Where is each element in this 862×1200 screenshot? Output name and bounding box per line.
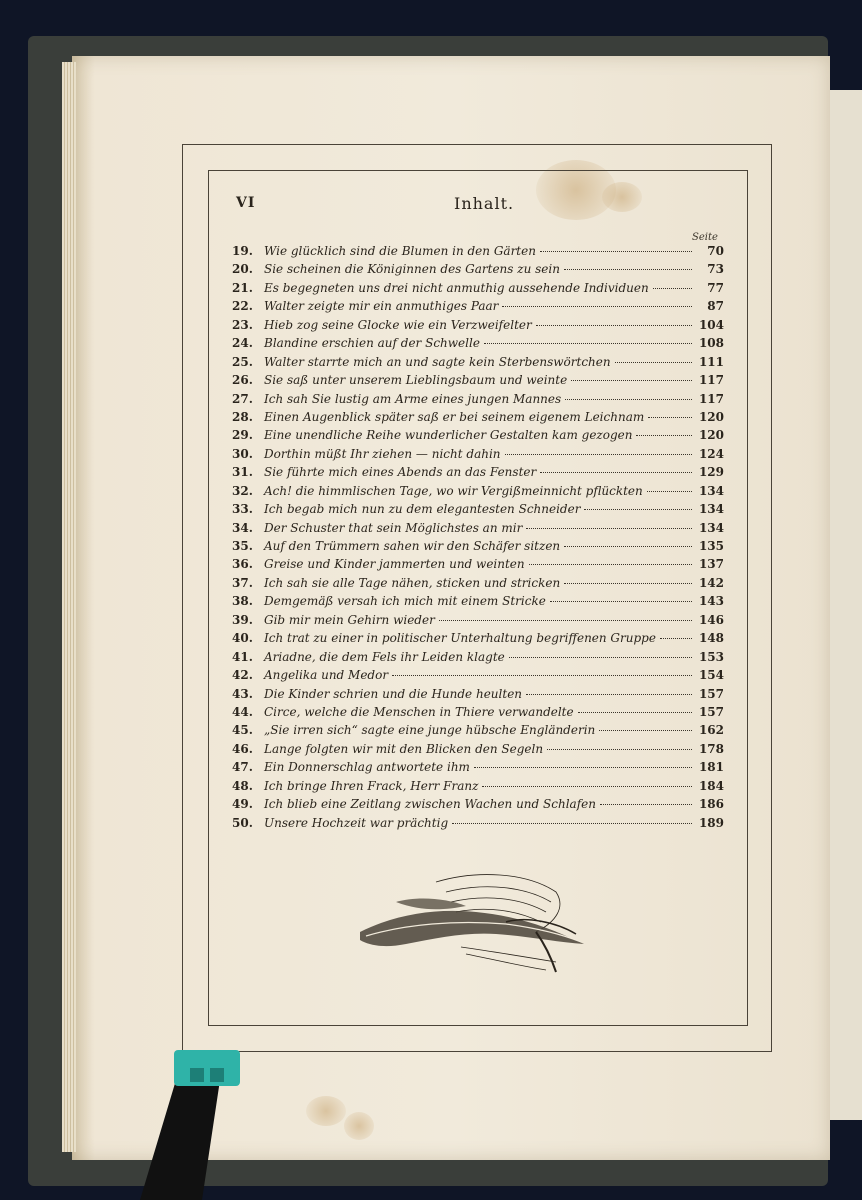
toc-entry-title: Ach! die himmlischen Tage, wo wir Vergißmeinnicht pflückten (264, 483, 643, 498)
toc-entry-number: 46. (232, 741, 253, 756)
toc-entry-title: Einen Augenblick später saß er bei seinem eigenem Leichnam (264, 409, 645, 424)
toc-leader-dots (452, 822, 692, 824)
toc-entry (232, 779, 724, 797)
toc-entry (232, 355, 724, 373)
toc-leader-dots (509, 656, 692, 658)
toc-entry-number: 38. (232, 594, 253, 609)
toc-entry-title: Blandine erschien auf der Schwelle (264, 336, 480, 351)
page-number: VI (236, 195, 256, 211)
toc-leader-dots (564, 268, 692, 270)
toc-entry (232, 484, 724, 502)
toc-leader-dots (636, 434, 692, 436)
toc-entry-number: 20. (232, 262, 253, 277)
toc-entry-number: 19. (232, 244, 253, 258)
toc-leader-dots (439, 619, 692, 621)
toc-entry-number: 43. (232, 686, 253, 701)
toc-entry-page: 154 (698, 668, 724, 683)
toc-entry (232, 465, 724, 483)
toc-entry-page: 162 (698, 723, 724, 738)
toc-entry-page: 134 (698, 520, 724, 535)
toc-leader-dots (565, 398, 692, 400)
toc-entry (232, 428, 724, 446)
toc-entry-page: 124 (698, 446, 724, 461)
toc-leader-dots (502, 305, 692, 307)
toc-entry-title: Angelika und Medor (264, 668, 389, 683)
toc-entry-title: Ich sah Sie lustig am Arme eines jungen Mannes (264, 391, 562, 406)
toc-entry (232, 281, 724, 299)
toc-entry-number: 21. (232, 280, 253, 295)
toc-entry-number: 37. (232, 575, 253, 590)
toc-entry-page: 134 (698, 502, 724, 517)
toc-entry-title: Ich sah sie alle Tage nähen, sticken und stricken (264, 575, 561, 590)
toc-entry-number: 23. (232, 317, 253, 332)
toc-entry-page: 87 (707, 299, 724, 314)
table-of-contents (232, 244, 724, 834)
toc-entry-title: Ich bringe Ihren Frack, Herr Franz (264, 778, 479, 793)
toc-entry-number: 44. (232, 704, 253, 719)
toc-entry (232, 687, 724, 705)
toc-entry-page: 108 (698, 336, 724, 351)
toc-entry-title: Ich trat zu einer in politischer Unterhaltung begriffenen Gruppe (264, 631, 656, 646)
toc-entry-page: 135 (698, 539, 724, 553)
toc-entry-number: 34. (232, 520, 253, 535)
toc-entry-number: 29. (232, 428, 253, 443)
toc-leader-dots (564, 545, 692, 547)
toc-entry-page: 146 (698, 612, 724, 627)
toc-entry (232, 650, 724, 668)
toc-entry-page: 137 (698, 557, 724, 572)
toc-entry (232, 705, 724, 723)
toc-entry (232, 502, 724, 520)
toc-entry-number: 33. (232, 502, 253, 517)
toc-entry-title: Auf den Trümmern sahen wir den Schäfer sitzen (264, 539, 561, 553)
toc-leader-dots (482, 785, 692, 787)
toc-entry-number: 42. (232, 668, 253, 683)
toc-entry (232, 816, 724, 834)
toc-entry (232, 521, 724, 539)
toc-entry-number: 36. (232, 557, 253, 572)
toc-entry-title: Circe, welche die Menschen in Thiere verwandelte (264, 704, 574, 719)
toc-entry-number: 22. (232, 299, 253, 314)
toc-entry-title: Lange folgten wir mit den Blicken den Segeln (264, 741, 544, 756)
feather-quill-vignette-icon (356, 862, 588, 980)
toc-entry-title: Die Kinder schrien und die Hunde heulten (264, 686, 523, 701)
toc-entry-page: 153 (698, 649, 724, 664)
toc-leader-dots (505, 453, 692, 455)
toc-entry-page: 104 (698, 317, 724, 332)
toc-entry-title: Dorthin müßt Ihr ziehen — nicht dahin (264, 446, 501, 461)
toc-entry-number: 30. (232, 446, 253, 461)
toc-leader-dots (536, 324, 692, 326)
book-clip-icon (140, 1050, 244, 1200)
toc-entry-page: 111 (698, 354, 724, 369)
toc-leader-dots (392, 674, 692, 676)
toc-entry-number: 25. (232, 354, 253, 369)
toc-entry-page: 157 (698, 686, 724, 701)
toc-leader-dots (540, 250, 692, 252)
toc-entry (232, 557, 724, 575)
toc-entry-title: Es begegneten uns drei nicht anmuthig aussehende Individuen (264, 280, 649, 295)
seite-label: Seite (692, 232, 718, 243)
toc-entry-title: „Sie irren sich“ sagte eine junge hübsche Engländerin (264, 723, 596, 738)
toc-entry (232, 318, 724, 336)
toc-entry-title: Wie glücklich sind die Blumen in den Gärten (264, 244, 536, 258)
toc-entry-number: 35. (232, 539, 253, 553)
toc-entry-title: Sie scheinen die Königinnen des Gartens zu sein (264, 262, 560, 277)
toc-entry-title: Walter zeigte mir ein anmuthiges Paar (264, 299, 499, 314)
toc-entry-title: Demgemäß versah ich mich mit einem Stricke (264, 594, 546, 609)
toc-entry-page: 184 (698, 778, 724, 793)
toc-entry (232, 336, 724, 354)
toc-leader-dots (647, 490, 692, 492)
toc-leader-dots (653, 287, 692, 289)
toc-entry-page: 157 (698, 704, 724, 719)
stain (306, 1096, 346, 1126)
toc-entry (232, 392, 724, 410)
toc-entry (232, 539, 724, 557)
toc-entry-number: 31. (232, 465, 253, 480)
toc-entry-number: 47. (232, 760, 253, 775)
toc-entry-page: 73 (707, 262, 724, 277)
toc-leader-dots (547, 748, 692, 750)
toc-entry-title: Greise und Kinder jammerten und weinten (264, 557, 525, 572)
toc-entry (232, 613, 724, 631)
page-title: Inhalt. (454, 194, 515, 213)
toc-leader-dots (474, 766, 692, 768)
toc-entry-page: 181 (698, 760, 724, 775)
toc-entry-title: Sie führte mich eines Abends an das Fenster (264, 465, 537, 480)
toc-entry-number: 50. (232, 815, 253, 830)
toc-entry-number: 27. (232, 391, 253, 406)
toc-entry (232, 760, 724, 778)
toc-entry-page: 142 (698, 575, 724, 590)
toc-entry-page: 129 (698, 465, 724, 480)
toc-entry-number: 41. (232, 649, 253, 664)
toc-entry (232, 447, 724, 465)
toc-entry-page: 186 (698, 797, 724, 812)
toc-entry (232, 262, 724, 280)
toc-leader-dots (648, 416, 692, 418)
toc-entry-title: Walter starrte mich an und sagte kein Sterbenswörtchen (264, 354, 611, 369)
toc-leader-dots (484, 342, 692, 344)
toc-entry-number: 28. (232, 409, 253, 424)
toc-entry-title: Ich begab mich nun zu dem elegantesten Schneider (264, 502, 581, 517)
toc-entry-number: 48. (232, 778, 253, 793)
toc-entry-title: Ich blieb eine Zeitlang zwischen Wachen und Schlafen (264, 797, 596, 812)
toc-entry-page: 77 (707, 280, 724, 295)
toc-entry-number: 40. (232, 631, 253, 646)
toc-entry (232, 594, 724, 612)
toc-entry (232, 373, 724, 391)
toc-entry-page: 120 (698, 409, 724, 424)
toc-entry-number: 32. (232, 483, 253, 498)
toc-leader-dots (600, 803, 692, 805)
toc-entry-page: 189 (698, 815, 724, 830)
toc-entry-page: 120 (698, 428, 724, 443)
toc-entry-page: 117 (698, 391, 724, 406)
toc-leader-dots (550, 600, 692, 602)
toc-entry-title: Sie saß unter unserem Lieblingsbaum und weinte (264, 373, 568, 388)
toc-leader-dots (584, 508, 692, 510)
page-edge (62, 62, 76, 1152)
toc-entry-title: Gib mir mein Gehirn wieder (264, 612, 435, 627)
toc-entry (232, 299, 724, 317)
toc-entry-number: 26. (232, 373, 253, 388)
toc-leader-dots (571, 379, 692, 381)
toc-entry-page: 178 (698, 741, 724, 756)
toc-entry (232, 668, 724, 686)
stain (344, 1112, 374, 1140)
toc-entry-title: Ein Donnerschlag antwortete ihm (264, 760, 470, 775)
toc-leader-dots (564, 582, 692, 584)
toc-entry-title: Eine unendliche Reihe wunderlicher Gestalten kam gezogen (264, 428, 633, 443)
toc-leader-dots (526, 693, 692, 695)
toc-entry-title: Ariadne, die dem Fels ihr Leiden klagte (264, 649, 505, 664)
toc-entry-number: 24. (232, 336, 253, 351)
toc-entry (232, 576, 724, 594)
toc-leader-dots (529, 563, 692, 565)
toc-entry (232, 797, 724, 815)
toc-entry-page: 148 (698, 631, 724, 646)
toc-leader-dots (578, 711, 692, 713)
toc-leader-dots (526, 527, 692, 529)
toc-leader-dots (599, 729, 692, 731)
toc-leader-dots (540, 471, 692, 473)
toc-leader-dots (660, 637, 692, 639)
toc-entry-page: 134 (698, 483, 724, 498)
toc-entry (232, 742, 724, 760)
toc-entry-page: 143 (698, 594, 724, 609)
toc-leader-dots (615, 361, 692, 363)
toc-entry (232, 631, 724, 649)
toc-entry (232, 244, 724, 262)
toc-entry-number: 39. (232, 612, 253, 627)
toc-entry-title: Der Schuster that sein Möglichstes an mir (264, 520, 523, 535)
toc-entry (232, 723, 724, 741)
toc-entry-page: 117 (698, 373, 724, 388)
toc-entry-page: 70 (707, 244, 724, 258)
toc-entry (232, 410, 724, 428)
toc-entry-number: 45. (232, 723, 253, 738)
toc-entry-number: 49. (232, 797, 253, 812)
toc-entry-title: Hieb zog seine Glocke wie ein Verzweifelter (264, 317, 532, 332)
toc-entry-title: Unsere Hochzeit war prächtig (264, 815, 449, 830)
